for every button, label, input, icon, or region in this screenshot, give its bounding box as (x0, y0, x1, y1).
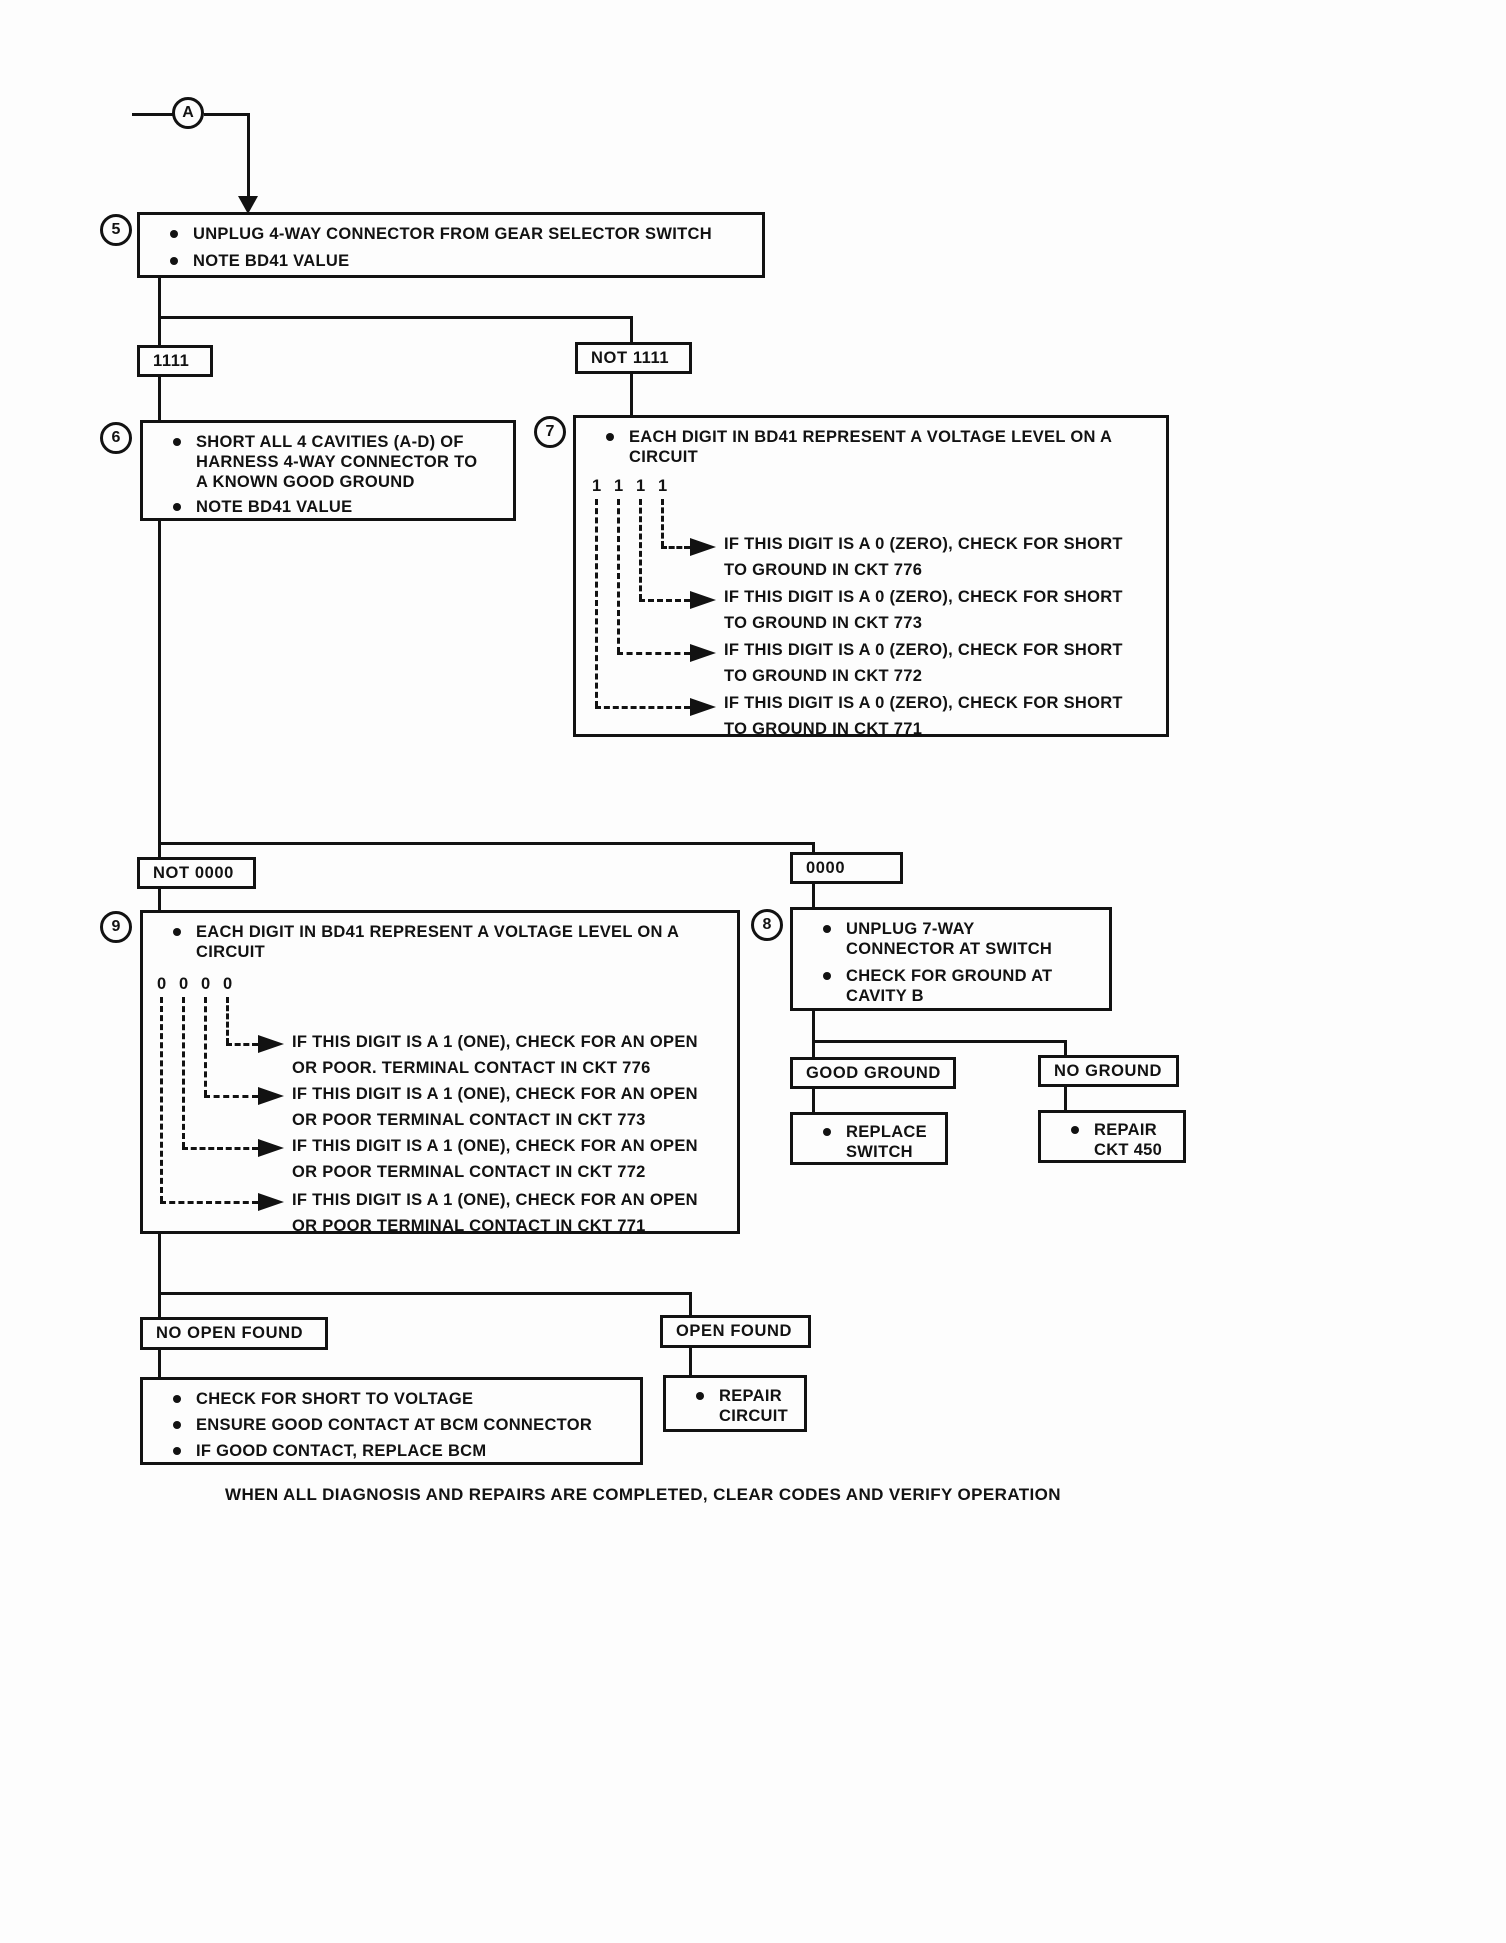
line-branch-short (158, 842, 815, 845)
step7-mapping-4: IF THIS DIGIT IS A 0 (ZERO), CHECK FOR SHORT TO GROUND IN CKT 771 (724, 694, 1123, 738)
line-step9-down (158, 1234, 161, 1317)
arrow-right-icon (258, 1035, 284, 1053)
bullet-dot (170, 257, 178, 265)
step5-instruction-1: UNPLUG 4-WAY CONNECTOR FROM GEAR SELECTOR SWITCH (193, 225, 712, 243)
step6-instruction-2: NOTE BD41 VALUE (196, 498, 353, 516)
step7-number-label: 7 (545, 423, 555, 440)
bullet-dot (173, 1395, 181, 1403)
line-0000-to-step8 (812, 884, 815, 907)
step9-digits (157, 975, 232, 994)
line-1111-to-step6 (158, 377, 161, 420)
branch-label-open-found (660, 1315, 811, 1348)
final-check-3: IF GOOD CONTACT, REPLACE BCM (196, 1442, 487, 1460)
line-noopen-to-final (158, 1350, 161, 1377)
line-branch-bd41 (158, 316, 633, 319)
step9-digit2-lead-line (182, 997, 185, 1148)
step9-mapping-1: IF THIS DIGIT IS A 1 (ONE), CHECK FOR AN OPEN OR POOR. TERMINAL CONTACT IN CKT 776 (292, 1033, 698, 1077)
line-branch-to-not1111 (630, 316, 633, 342)
branch-label-0000 (790, 852, 903, 884)
step8-instruction-1: UNPLUG 7-WAY CONNECTOR AT SWITCH (846, 920, 1053, 958)
bullet-dot (173, 438, 181, 446)
line-openfound-to-repair (689, 1348, 692, 1375)
line-noground-to-repair (1064, 1087, 1067, 1110)
step7-mapping-2: IF THIS DIGIT IS A 0 (ZERO), CHECK FOR SHORT TO GROUND IN CKT 773 (724, 588, 1123, 632)
branch-1111-text: 1111 (153, 351, 190, 370)
step9-instruction: EACH DIGIT IN BD41 REPRESENT A VOLTAGE LEVEL ON A CIRCUIT (196, 923, 679, 961)
list-item (606, 427, 1154, 467)
list-item (823, 966, 1097, 1006)
arrow-right-icon (258, 1139, 284, 1157)
step9-digit1-lead-line (160, 997, 163, 1202)
list-item (823, 919, 1097, 959)
step7-instruction: EACH DIGIT IN BD41 REPRESENT A VOLTAGE LEVEL ON A CIRCUIT (629, 428, 1112, 466)
step9-map3-lead-line (182, 1147, 258, 1150)
line-branch-ground (812, 1040, 1067, 1043)
bullet-dot (173, 1421, 181, 1429)
line-not1111-to-step7 (630, 374, 633, 415)
bullet-dot (606, 433, 614, 441)
step9-map4-lead-line (160, 1201, 258, 1204)
bullet-dot (1071, 1126, 1079, 1134)
step7-digit-4: 1 (658, 477, 668, 495)
step7-map3-lead-line (617, 652, 690, 655)
arrow-right-icon (690, 698, 716, 716)
step6-number (100, 422, 132, 454)
connector-a-line-right (204, 113, 250, 116)
bullet-dot (173, 928, 181, 936)
step9-digit3-lead-line (204, 997, 207, 1096)
list-item (696, 1386, 792, 1426)
connector-a-label: A (182, 104, 194, 121)
arrow-right-icon (690, 591, 716, 609)
step7-digits (592, 477, 667, 496)
step7-digit4-lead-line (661, 499, 664, 547)
step9-mapping-2: IF THIS DIGIT IS A 1 (ONE), CHECK FOR AN OPEN OR POOR TERMINAL CONTACT IN CKT 773 (292, 1085, 698, 1129)
branch-not-0000-text: NOT 0000 (153, 863, 234, 882)
arrow-right-icon (258, 1193, 284, 1211)
line-branch-to-openfound (689, 1292, 692, 1315)
step5-instruction-2: NOTE BD41 VALUE (193, 252, 350, 270)
line-step6-down (158, 521, 161, 857)
list-item (173, 497, 501, 517)
list-item (170, 251, 750, 271)
bullet-dot (173, 503, 181, 511)
list-item (173, 432, 501, 492)
step7-digit-2: 1 (614, 477, 624, 495)
list-item (173, 1389, 628, 1409)
step9-map2-lead-line (204, 1095, 258, 1098)
list-item (1071, 1120, 1171, 1160)
step7-number (534, 416, 566, 448)
branch-0000-text: 0000 (806, 858, 846, 877)
connector-a (172, 97, 204, 129)
list-item (173, 922, 725, 962)
step9-number-label: 9 (111, 918, 121, 935)
final-check-2: ENSURE GOOD CONTACT AT BCM CONNECTOR (196, 1416, 593, 1434)
step8-instruction-2: CHECK FOR GROUND AT CAVITY B (846, 967, 1053, 1005)
line-not0000-to-step9 (158, 889, 161, 910)
branch-label-no-ground (1038, 1055, 1179, 1087)
step5-number-label: 5 (111, 221, 121, 238)
arrow-right-icon (690, 644, 716, 662)
list-item (170, 224, 750, 244)
step9-digit-3: 0 (201, 975, 211, 993)
branch-label-not-1111 (575, 342, 692, 374)
repair-circuit-text: REPAIR CIRCUIT (719, 1387, 789, 1425)
step8-number (751, 909, 783, 941)
bullet-dot (823, 972, 831, 980)
connector-a-line-left (132, 113, 174, 116)
step9-digit4-lead-line (226, 997, 229, 1044)
step9-mapping-4: IF THIS DIGIT IS A 1 (ONE), CHECK FOR AN OPEN OR POOR TERMINAL CONTACT IN CKT 771 (292, 1191, 698, 1235)
footer-note: WHEN ALL DIAGNOSIS AND REPAIRS ARE COMPLETED, CLEAR CODES AND VERIFY OPERATION (225, 1485, 1061, 1504)
list-item (173, 1415, 628, 1435)
step6-box (140, 420, 516, 521)
line-step8-to-goodground (812, 1011, 815, 1057)
step5-box (137, 212, 765, 278)
step7-digit1-lead-line (595, 499, 598, 707)
step8-box (790, 907, 1112, 1011)
step7-map2-lead-line (639, 599, 690, 602)
branch-label-good-ground (790, 1057, 956, 1089)
bullet-dot (170, 230, 178, 238)
step7-mapping-3: IF THIS DIGIT IS A 0 (ZERO), CHECK FOR SHORT TO GROUND IN CKT 772 (724, 641, 1123, 685)
step9-number (100, 911, 132, 943)
replace-switch-box (790, 1112, 948, 1165)
open-found-text: OPEN FOUND (676, 1322, 793, 1340)
branch-label-no-open-found (140, 1317, 328, 1350)
bullet-dot (823, 925, 831, 933)
branch-label-not-0000 (137, 857, 256, 889)
bullet-dot (823, 1128, 831, 1136)
no-ground-text: NO GROUND (1054, 1061, 1163, 1080)
step7-digit-3: 1 (636, 477, 646, 495)
final-check-1: CHECK FOR SHORT TO VOLTAGE (196, 1390, 474, 1408)
bullet-dot (173, 1447, 181, 1455)
step7-map1-lead-line (661, 546, 690, 549)
arrow-right-icon (690, 538, 716, 556)
step9-mapping-3: IF THIS DIGIT IS A 1 (ONE), CHECK FOR AN OPEN OR POOR TERMINAL CONTACT IN CKT 772 (292, 1137, 698, 1181)
step6-number-label: 6 (111, 429, 121, 446)
step5-number (100, 214, 132, 246)
step7-digit-1: 1 (592, 477, 602, 495)
list-item (823, 1122, 933, 1162)
step8-number-label: 8 (762, 916, 772, 933)
final-check-box (140, 1377, 643, 1465)
branch-label-1111 (137, 345, 213, 377)
arrow-right-icon (258, 1087, 284, 1105)
step7-digit3-lead-line (639, 499, 642, 600)
repair-ckt450-text: REPAIR CKT 450 (1094, 1121, 1163, 1159)
step9-digit-2: 0 (179, 975, 189, 993)
list-item (173, 1441, 628, 1461)
replace-switch-text: REPLACE SWITCH (846, 1123, 927, 1161)
no-open-found-text: NO OPEN FOUND (156, 1324, 304, 1342)
line-branch-open (158, 1292, 692, 1295)
bullet-dot (696, 1392, 704, 1400)
step7-mapping-1: IF THIS DIGIT IS A 0 (ZERO), CHECK FOR SHORT TO GROUND IN CKT 776 (724, 535, 1123, 579)
step9-digit-4: 0 (223, 975, 233, 993)
branch-not-1111-text: NOT 1111 (591, 348, 670, 367)
step6-instruction-1: SHORT ALL 4 CAVITIES (A-D) OF HARNESS 4-WAY CONNECTOR TO A KNOWN GOOD GROUND (196, 433, 478, 491)
step7-digit2-lead-line (617, 499, 620, 653)
repair-circuit-box (663, 1375, 807, 1432)
line-goodground-to-replace (812, 1089, 815, 1112)
step9-digit-1: 0 (157, 975, 167, 993)
repair-ckt450-box (1038, 1110, 1186, 1163)
good-ground-text: GOOD GROUND (806, 1063, 941, 1082)
step7-map4-lead-line (595, 706, 690, 709)
connector-a-line-down (247, 113, 250, 196)
line-step5-to-branch (158, 278, 161, 345)
step9-map1-lead-line (226, 1043, 258, 1046)
